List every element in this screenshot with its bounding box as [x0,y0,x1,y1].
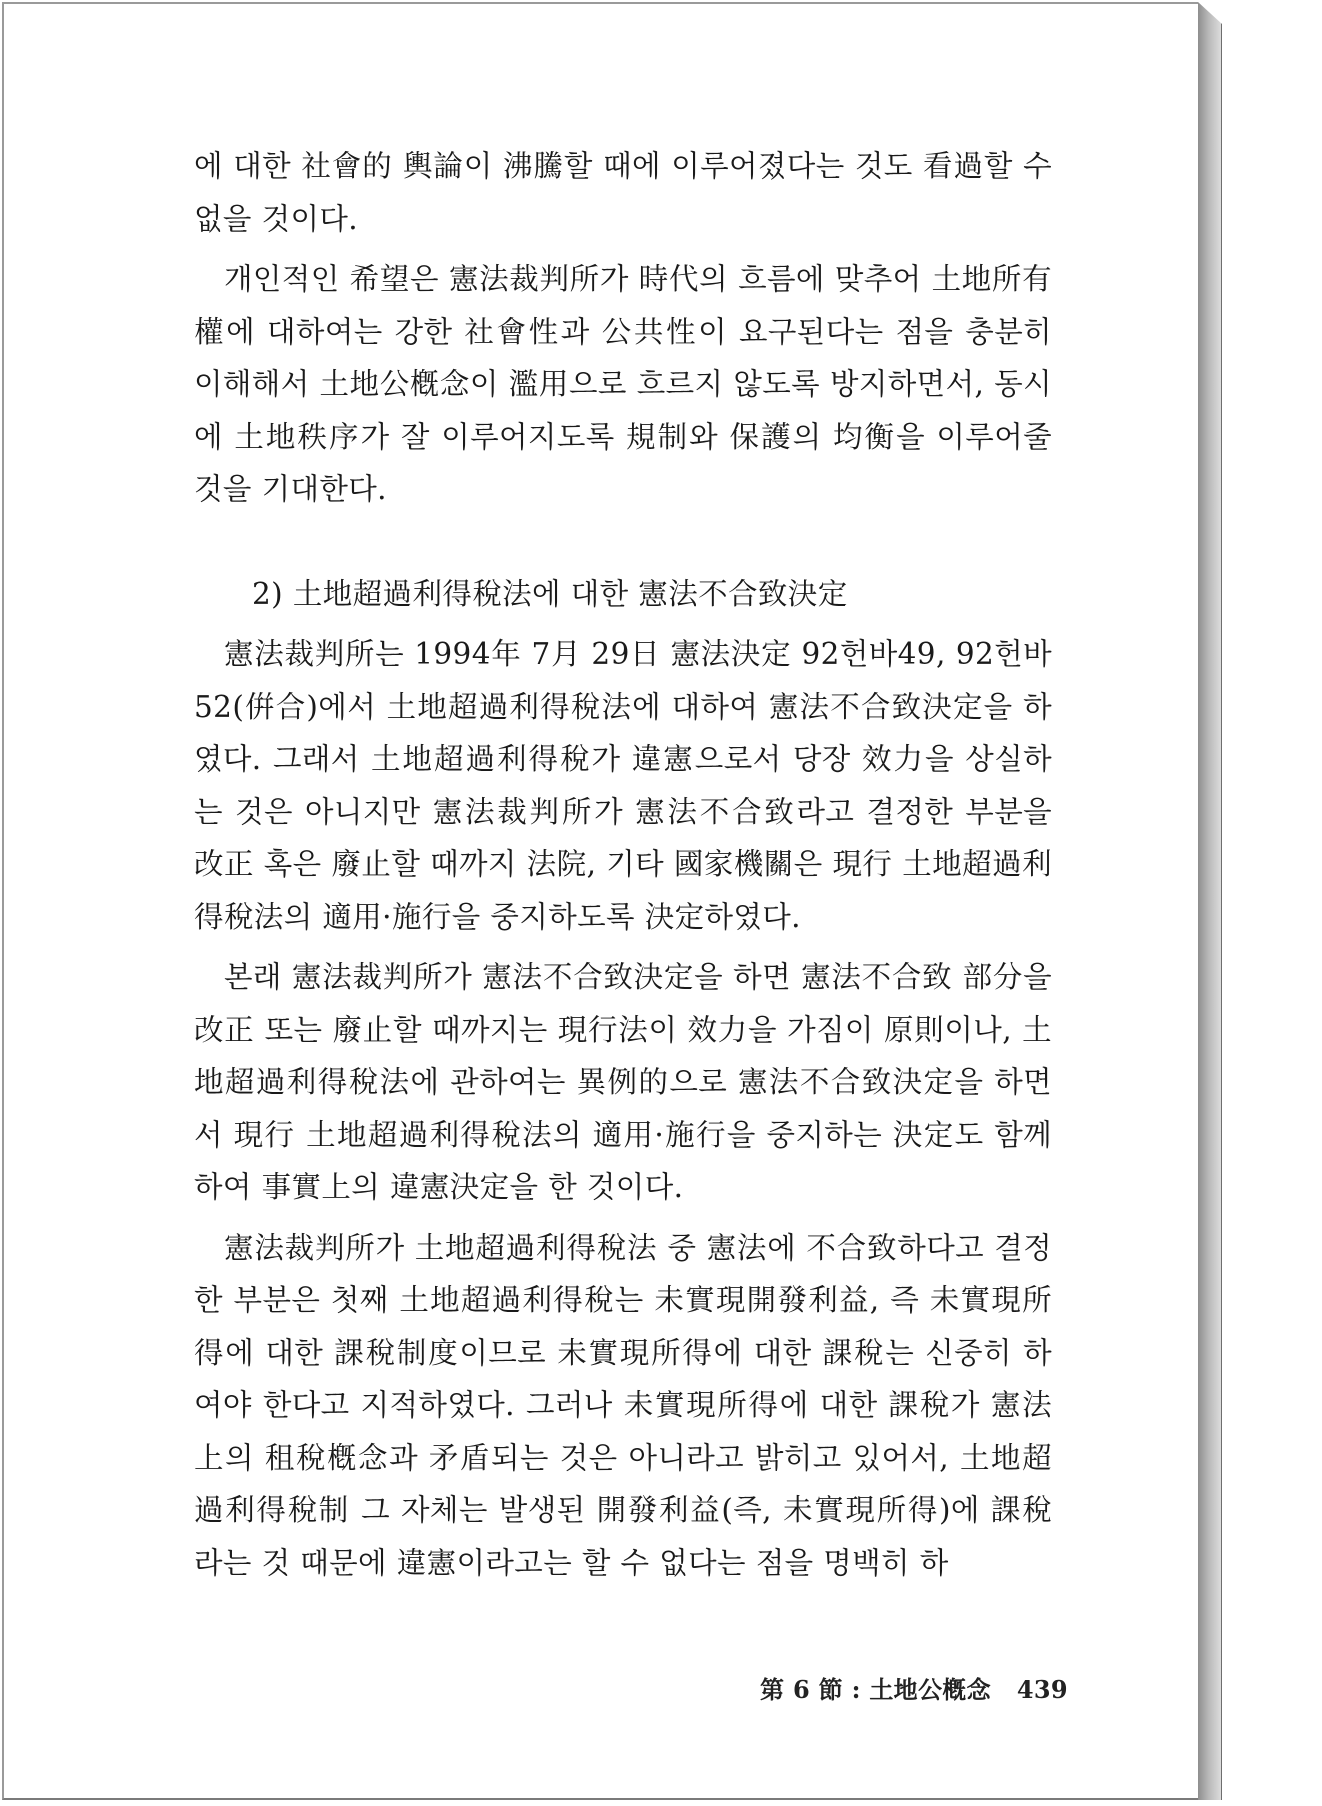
page-stack-edge [1198,2,1222,1800]
spacer [194,1214,1052,1222]
spacer [194,516,1052,568]
paragraph-1: 에 대한 社會的 輿論이 沸騰할 때에 이루어졌다는 것도 看過할 수 없을 것이다. [194,149,1052,236]
spacer [194,245,1052,253]
paragraph-4: 본래 憲法裁判所가 憲法不合致決定을 하면 憲法不合致 部分을 改正 또는 廢止할 때까지는 現行法이 效力을 가짐이 原則이나, 土地超過利得稅法에 관하여는 異例的으로 憲法不合致決定을 하면서 現行 土地超過利得稅法의 適用·施行을 중지하는 決定도 함께 하여 事實上의 違憲決定을 한 것이다. [194,960,1052,1204]
paragraph-3: 憲法裁判所는 1994年 7月 29日 憲法決定 92헌바49, 92헌바52(倂合)에서 土地超過利得稅法에 대하여 憲法不合致決定을 하였다. 그래서 土地超過利得稅가 違憲으로서 당장 效力을 상실하는 것은 아니지만 憲法裁判所가 憲法不合致라고 결정한 부분을 改正 혹은 廢止할 때까지 法院, 기타 國家機關은 現行 土地超過利得稅法의 適用·施行을 중지하도록 決定하였다. [194,637,1052,934]
paragraph-2: 개인적인 希望은 憲法裁判所가 時代의 흐름에 맞추어 土地所有權에 대하여는 강한 社會性과 公共性이 요구된다는 점을 충분히 이해해서 土地公槪念이 濫用으로 흐르지 않도록 방지하면서, 동시에 土地秩序가 잘 이루어지도록 規制와 保護의 均衡을 이루어줄 것을 기대한다. [194,262,1052,506]
spacer [194,620,1052,628]
section-heading: 2) 土地超過利得稅法에 대한 憲法不合致決定 [252,576,848,611]
spacer [194,943,1052,951]
page-body [194,140,1052,1589]
running-footer-section: 第 6 節 : 土地公槪念 [760,1675,991,1704]
page-corner [1198,2,1222,24]
paragraph-5: 憲法裁判所가 土地超過利得稅法 중 憲法에 不合致하다고 결정한 부분은 첫째 土地超過利得稅는 未實現開發利益, 즉 未實現所得에 대한 課稅制度이므로 未實現所得에 대한 課稅는 신중히 하여야 한다고 지적하였다. 그러나 未實現所得에 대한 課稅가 憲法上의 租稅槪念과 矛盾되는 것은 아니라고 밝히고 있어서, 土地超過利得稅制 그 자체는 발생된 開發利益(즉, 未實現所得)에 課稅라는 것 때문에 違憲이라고는 할 수 없다는 점을 명백히 하 [194,1230,1052,1580]
page-footer [760,1670,1068,1705]
page-number: 439 [1016,1675,1068,1704]
